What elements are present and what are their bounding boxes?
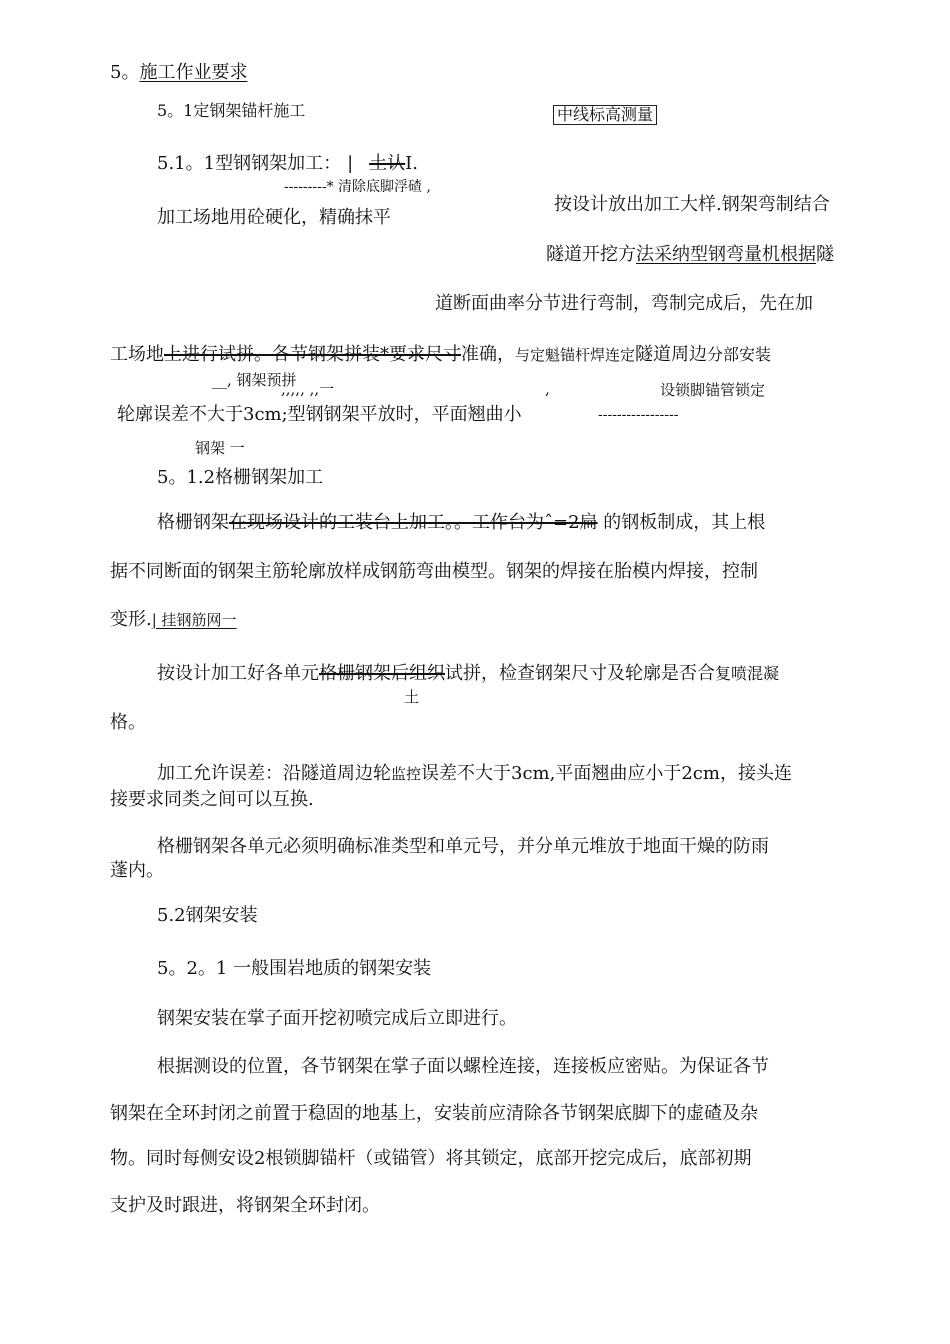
section-5-2-1-heading: 5。2。1 一般围岩地质的钢架安装	[157, 958, 432, 979]
p2-l1-a: 格栅钢架	[157, 512, 229, 533]
flow-monitor: 监控	[391, 765, 422, 783]
p3-l1-c: 试拼，检查钢架尺寸及轮廓是否合	[445, 663, 715, 684]
p1-r2-part-b: 法采纳型钢弯量机根据	[636, 244, 816, 265]
p3-l1-struck: 格栅钢架后组织	[319, 663, 445, 684]
p1-right-line-1: 按设计放出加工大样.钢架弯制结合	[554, 194, 830, 215]
p1-left-line-1: 加工场地用砼硬化，精确抹平	[157, 207, 391, 228]
flow-tail: I.	[405, 153, 418, 174]
flow-hang-mesh: | 挂钢筋网一	[151, 611, 237, 629]
p1-l4-struck: 上进行试拼。各节钢架拼装*要求尺寸	[164, 344, 461, 365]
flow-steel-preassemble: __, 钢架预拼	[212, 371, 297, 389]
p4-l1-a: 加工允许误差：沿隧道周边轮	[157, 763, 391, 784]
section-5-1-heading: 5。1定钢架锚杆施工	[157, 101, 306, 120]
p2-l1-struck: 在现场设计的工装台上加工。。工作台为ˆ=2扁	[229, 512, 598, 533]
p2-line-1	[157, 514, 765, 532]
p7-line-2: 钢架在全环封闭之前置于稳固的地基上，安装前应清除各节钢架底脚下的虚碴及杂	[110, 1103, 758, 1124]
flow-comma-mid: ,	[545, 380, 550, 398]
section-5-1-2-heading: 5。1.2格栅钢架加工	[157, 467, 324, 488]
flow-bar: |	[347, 153, 354, 174]
flow-steel-one: 钢架 一	[195, 439, 245, 457]
p4-line-2: 接要求同类之间可以互换.	[110, 789, 314, 810]
p1-right-line-3: 道断面曲率分节进行弯制，弯制完成后，先在加	[435, 293, 813, 314]
p1-l4-a: 工场地	[110, 344, 164, 365]
p5-line-1: 格栅钢架各单元必须明确标准类型和单元号，并分单元堆放于地面干燥的防雨	[157, 836, 769, 857]
p2-l3-text: 变形.	[110, 609, 152, 630]
p1-r2-part-a: 隧道开挖方	[546, 244, 636, 265]
p1-l4-e: 隧道周边	[635, 344, 708, 365]
p3-l1-a: 按设计加工好各单元	[157, 663, 319, 684]
flow-box-centerline: 中线标高测量	[553, 105, 657, 125]
p6-line: 钢架安装在掌子面开挖初喷完成后立即进行。	[157, 1008, 517, 1029]
p7-line-3: 物。同时每侧安设2根锁脚锚杆（或锚管）将其锁定，底部开挖完成后，底部初期	[110, 1148, 752, 1169]
p5-line-2: 蓬内。	[110, 860, 164, 881]
flow-clear-footing: ---------* 清除底脚浮碴 ,	[284, 179, 431, 195]
p1-line-5: 轮廓误差不大于3cm;型钢钢架平放时，平面翘曲小	[117, 404, 522, 425]
section-5-1-1-title: 5.1。1型钢钢架加工：	[157, 153, 342, 174]
p2-line-2: 据不同断面的钢架主筋轮廓放样成钢筋弯曲模型。钢架的焊接在胎模内焊接，控制	[110, 561, 758, 582]
p4-l1-b: 误差不大于3cm,平面翘曲应小于2cm，接头连	[421, 763, 792, 784]
flow-dashes-right: -----------------	[598, 407, 679, 423]
p7-line-4: 支护及时跟进，将钢架全环封闭。	[110, 1195, 380, 1216]
flow-respray-2: 土	[404, 688, 420, 706]
p1-l4-d: 与定魁锚杆焊连定	[515, 346, 636, 364]
section-5-title: 施工作业要求	[139, 62, 248, 83]
p7-line-1: 根据测设的位置，各节钢架在掌子面以螺栓连接，连接板应密贴。为保证各节	[157, 1056, 769, 1077]
section-5-2-heading: 5.2钢架安装	[157, 905, 258, 926]
p2-line-3	[110, 611, 237, 629]
p1-right-line-2	[546, 246, 834, 264]
p3-line-1	[157, 665, 779, 683]
p4-line-1	[157, 765, 792, 783]
struck-text: 土认	[369, 153, 406, 174]
p1-line-4	[110, 346, 771, 364]
section-5-number: 5。	[110, 62, 140, 83]
flow-respray: 复喷混凝	[715, 664, 780, 683]
flow-lock-foot: 设锁脚锚管锁定	[660, 381, 766, 399]
p1-l4-f: 分部安装	[707, 345, 772, 364]
p1-r2-part-c: 隧	[816, 244, 834, 265]
section-5-1-1-heading	[157, 155, 418, 173]
section-5-heading	[110, 64, 247, 82]
p1-l4-c: 准确，	[461, 344, 515, 365]
flow-dots-mid: ,,,,, ,,一	[281, 380, 335, 398]
p2-l1-c: 的钢板制成，其上根	[597, 512, 766, 533]
p3-line-2: 格。	[110, 712, 146, 733]
